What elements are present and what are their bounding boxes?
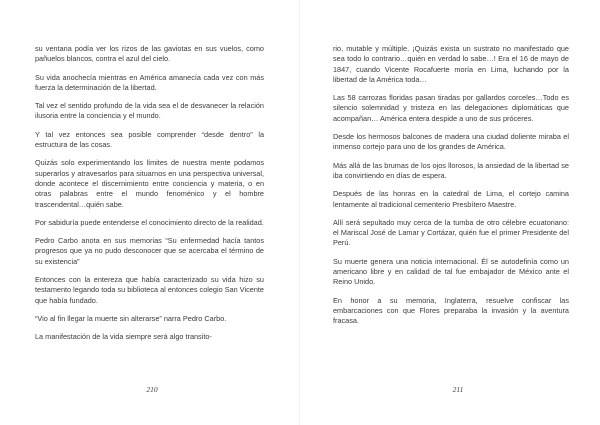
paragraph: Su muerte genera una noticia internacional. Él se autodefinía como un americano libre y en calidad de tal fue embajador de México ante el Reino Unido. <box>333 256 569 287</box>
paragraph: La manifestación de la vida siempre será algo transito- <box>35 332 212 342</box>
left-page-text <box>35 44 264 351</box>
paragraph: Tal vez el sentido profundo de la vida sea el de desvanecer la relación ilusoria entre la conciencia y el mundo. <box>35 101 264 121</box>
paragraph: Desde los hermosos balcones de madera una ciudad doliente miraba el inmenso cortejo para uno de los grandes de América. <box>333 132 569 152</box>
paragraph: su ventana podía ver los rizos de las gaviotas en sus vuelos, como pañuelos blancos, contra el azul del cielo. <box>35 44 264 64</box>
paragraph: Pedro Carbo anota en sus memorias “Su enfermedad hacía tantos progresos que ya no pudo desconocer que se acercaba el término de su existencia” <box>35 236 264 266</box>
paragraph: rio, mutable y múltiple. ¡Quizás exista un sustrato no manifestado que sea todo lo contrario…quién en verdad lo sabe…! Era el 16 de mayo de 1847, cuando Vicente Rocafuerte moría en Lima, luchando por la libertad de la América toda… <box>333 44 569 84</box>
paragraph: En honor a su memoria, Inglaterra, resuelve confiscar las embarcaciones con que Flores preparaba la invasión y la aventura fracasa. <box>333 295 569 326</box>
paragraph: Después de las honras en la catedral de Lima, el cortejo camina lentamente al tradicional cementerio Presbítero Maestre. <box>333 189 569 209</box>
paragraph: Quizás solo experimentando los límites de nuestra mente podamos superarlos y atravesarlos para situarnos en una perspectiva universal, donde acontece el discernimiento entre conciencia y materia, o en otras palabras entre el mundo fenoménico y el hombre trascendental…quién sabe. <box>35 158 264 209</box>
paragraph: Allí será sepultado muy cerca de la tumba de otro célebre ecuatoriano: el Mariscal José de Lamar y Cortázar, quién fue el primer Presidente del Perú. <box>333 217 569 248</box>
paragraph: Las 58 carrozas floridas pasan tiradas por gallardos corceles…Todo es silencio solemnidad y tristeza en las delegaciones diplomáticas que acompañan… América entera despide a uno de sus próceres. <box>333 93 569 123</box>
paragraph: Entonces con la entereza que había caracterizado su vida hizo su testamento legando toda su biblioteca al entonces colegio San Vicente que había fundado. <box>35 275 264 305</box>
paragraph: Y tal vez entonces sea posible comprender “desde dentro” la estructura de las cosas. <box>35 129 264 150</box>
paragraph: Por sabiduría puede entenderse el conocimiento directo de la realidad. <box>35 217 264 227</box>
right-page-text <box>333 44 569 335</box>
paragraph: Más allá de las brumas de los ojos llorosos, la ansiedad de la libertad se iba convirtiendo en días de espera. <box>333 160 569 180</box>
paragraph: “Vio al fin llegar la muerte sin alterarse” narra Pedro Carbo. <box>35 313 227 323</box>
page-number: 210 <box>146 385 158 394</box>
paragraph: Su vida anochecía mientras en América amanecía cada vez con más fuerza la determinación de la libertad. <box>35 72 264 92</box>
right-page <box>300 0 600 425</box>
page-number: 211 <box>452 385 464 394</box>
